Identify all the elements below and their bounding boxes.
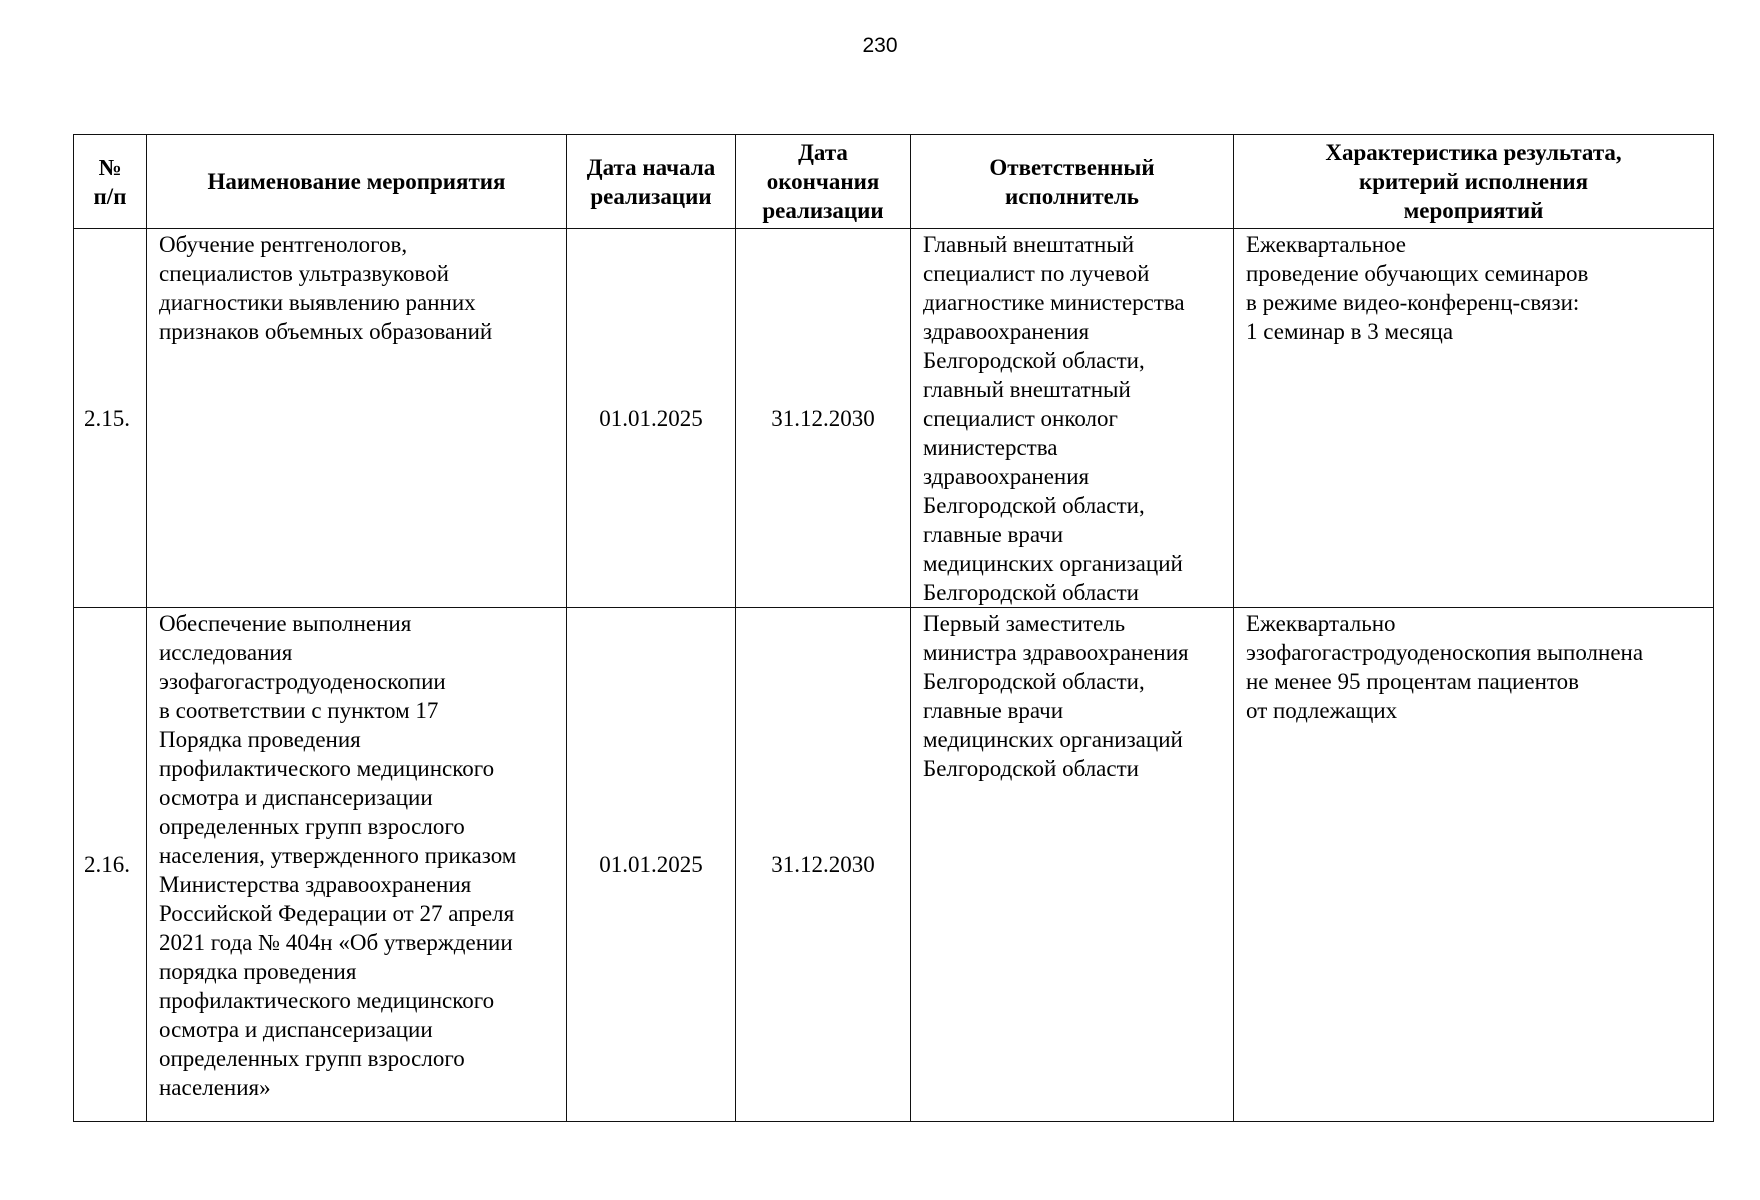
measure-name: Обучение рентгенологов, специалистов ультразвуковой диагностики выявлению ранних признаков объемных образований [147,229,567,608]
measures-table [73,134,1714,1122]
result-criterion: Ежеквартально эзофагогастродуоденоскопия выполнена не менее 95 процентам пациентов от подлежащих [1234,608,1714,1122]
result-criterion: Ежеквартальное проведение обучающих семинаров в режиме видео-конференц-связи: 1 семинар в 3 месяца [1234,229,1714,608]
header-responsible: Ответственный исполнитель [911,135,1234,229]
responsible-executor: Первый заместитель министра здравоохранения Белгородской области, главные врачи медицинских организаций Белгородской области [911,608,1234,1122]
end-date: 31.12.2030 [736,229,911,608]
header-result: Характеристика результата, критерий исполнения мероприятий [1234,135,1714,229]
end-date: 31.12.2030 [736,608,911,1122]
header-number: № п/п [74,135,147,229]
row-number: 2.15. [74,229,147,608]
start-date: 01.01.2025 [567,608,736,1122]
table-header-row [74,135,1714,229]
header-end-date: Дата окончания реализации [736,135,911,229]
header-measure-name: Наименование мероприятия [147,135,567,229]
measure-name: Обеспечение выполнения исследования эзофагогастродуоденоскопии в соответствии с пунктом 17 Порядка проведения профилактического медицинского осмотра и диспансеризации определенных групп взрослого населения, утвержденного приказом Министерства здравоохранения Российской Федерации от 27 апреля 2021 года № 404н «Об утверждении порядка проведения профилактического медицинского осмотра и диспансеризации определенных групп взрослого населения» [147,608,567,1122]
responsible-executor: Главный внештатный специалист по лучевой диагностике министерства здравоохранения Белгородской области, главный внештатный специалист онколог министерства здравоохранения Белгородской области, главные врачи медицинских организаций Белгородской области [911,229,1234,608]
page-number: 230 [862,34,898,57]
table-row [74,608,1714,1122]
start-date: 01.01.2025 [567,229,736,608]
table-row [74,229,1714,608]
header-start-date: Дата начала реализации [567,135,736,229]
row-number: 2.16. [74,608,147,1122]
